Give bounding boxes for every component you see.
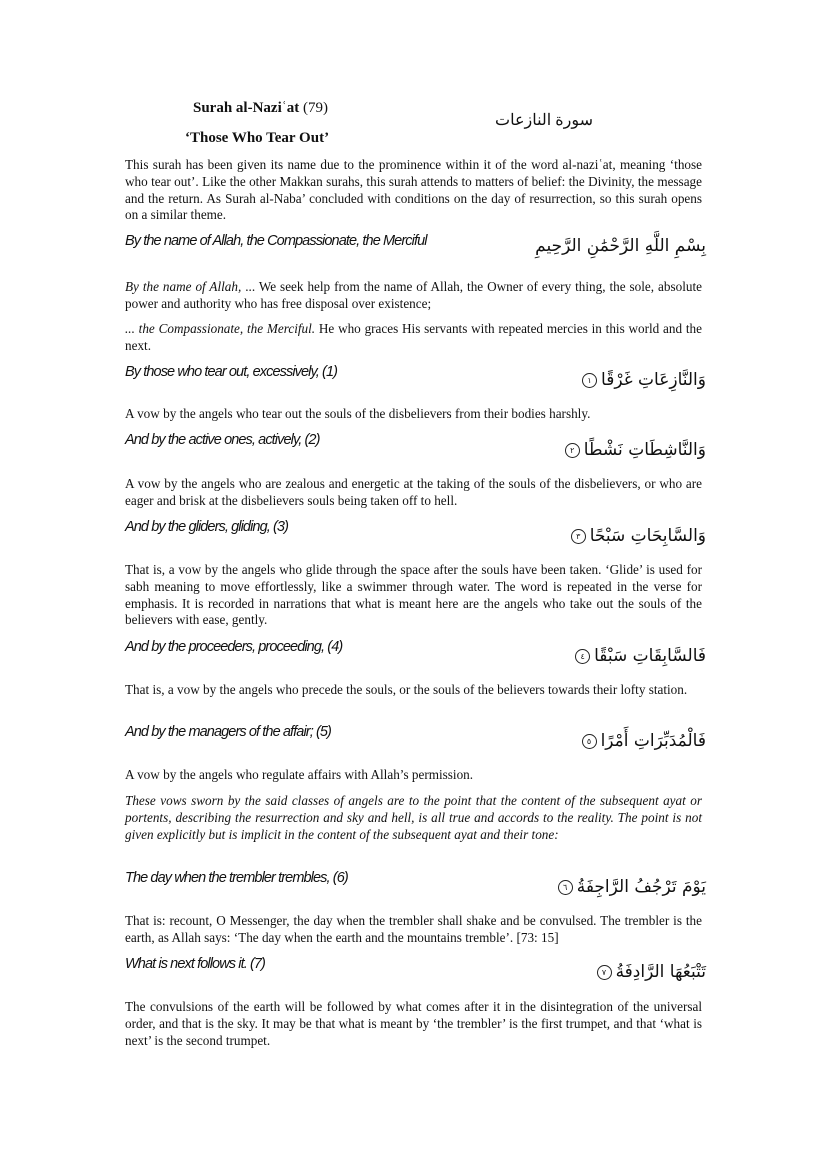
surah-subtitle: ‘Those Who Tear Out’ [185,130,330,146]
ayah-marker-icon: ٧ [597,965,612,980]
verse-arabic-3 [571,526,706,546]
verse-arabic-4 [575,646,706,666]
commentary-lead-0-0: By the name of Allah, [125,279,242,294]
commentary-5-1: These vows sworn by the said classes of angels are to the point that the content of the subsequent ayat or portents, describing the resurrection and sky and hell, is all true and accords to the reality. The point is not given explicitly but is implicit in the content of the subsequent ayat and their tone: [125,793,702,842]
commentary-text-0-1: He who graces His servants with repeated mercies in this world and the next. [125,321,702,353]
verse-english-4: And by the proceeders, proceeding, (4) [125,639,343,655]
verse-arabic-text-2: وَالنَّاشِطَاتِ نَشْطًا [583,440,706,460]
verse-arabic-text-0: بِسْمِ اللَّهِ الرَّحْمَٰنِ الرَّحِيمِ [535,236,706,256]
commentary-text-0-0: ... We seek help from the name of Allah, the Owner of every thing, the sole, absolute power and authority who has free disposal over existence; [125,279,702,311]
ayah-marker-icon: ٤ [575,649,590,664]
commentary-0-1 [125,321,702,355]
verse-arabic-0 [535,236,706,256]
ayah-marker-icon: ١ [582,373,597,388]
verse-arabic-1 [582,370,706,390]
commentary-3-0: That is, a vow by the angels who glide through the space after the souls have been taken. ‘Glide’ is used for sabh meaning to move effortlessly, like a swimmer through water. The word is repeated in the verse for emphasis. It is recorded in narrations that what is meant here are the angels who take out the souls of the believers with ease, gently. [125,562,702,628]
verse-arabic-text-3: وَالسَّابِحَاتِ سَبْحًا [589,526,706,546]
verse-english-2: And by the active ones, actively, (2) [125,432,320,448]
ayah-marker-icon: ٢ [565,443,580,458]
verse-english-5: And by the managers of the affair; (5) [125,724,331,740]
commentary-4-0: That is, a vow by the angels who precede the souls, or the souls of the believers towards their lofty station. [125,682,688,697]
verse-english-3: And by the gliders, gliding, (3) [125,519,289,535]
verse-english-0: By the name of Allah, the Compassionate, the Merciful [125,233,427,249]
intro-paragraph: This surah has been given its name due to the prominence within it of the word al-naziʿat, meaning ‘those who tear out’. Like the other Makkan surahs, this surah attends to matters of belief: the Divinity, the message and the return. As Surah al-Naba’ concluded with conditions on the day of resurrection, so this surah opens on a similar theme. [125,157,702,223]
surah-title [193,100,328,117]
commentary-0-0 [125,279,702,313]
verse-arabic-7 [597,962,706,982]
commentary-6-0: That is: recount, O Messenger, the day when the trembler shall shake and be convulsed. The trembler is the earth, as Allah says: ‘The day when the earth and the mountains tremble’. [73: 15] [125,913,702,945]
commentary-5-0: A vow by the angels who regulate affairs with Allah’s permission. [125,767,474,782]
verse-english-6: The day when the trembler trembles, (6) [125,870,348,886]
surah-number: (79) [303,100,328,116]
verse-english-7: What is next follows it. (7) [125,956,265,972]
commentary-lead-0-1: ... the Compassionate, the Merciful. [125,321,316,336]
verse-arabic-text-4: فَالسَّابِقَاتِ سَبْقًا [594,646,706,666]
ayah-marker-icon: ٦ [558,880,573,895]
surah-title-arabic: سورة النازعات [495,112,594,129]
ayah-marker-icon: ٥ [582,734,597,749]
verse-arabic-text-5: فَالْمُدَبِّرَاتِ أَمْرًا [600,731,706,751]
commentary-1-0: A vow by the angels who tear out the souls of the disbelievers from their bodies harshly. [125,406,591,421]
verse-arabic-5 [582,731,706,751]
verse-arabic-text-6: يَوْمَ تَرْجُفُ الرَّاجِفَةُ [576,877,706,897]
verse-arabic-text-1: وَالنَّازِعَاتِ غَرْقًا [601,370,706,390]
verse-arabic-6 [558,877,706,897]
commentary-7-0: The convulsions of the earth will be followed by what comes after it in the disintegration of the universal order, and that is the sky. It may be that what is meant by ‘the trembler’ is the first trumpet, and that ‘what is next’ is the second trumpet. [125,999,702,1048]
verse-arabic-2 [565,440,706,460]
ayah-marker-icon: ٣ [571,529,586,544]
commentary-2-0: A vow by the angels who are zealous and energetic at the taking of the souls of the disbelievers, or who are eager and brisk at the disbelievers souls being taken off to hell. [125,476,702,508]
verse-arabic-text-7: تَتْبَعُهَا الرَّادِفَةُ [615,962,706,982]
surah-title-text: Surah al-Naziʿat [193,100,300,116]
verse-english-1: By those who tear out, excessively, (1) [125,364,338,380]
